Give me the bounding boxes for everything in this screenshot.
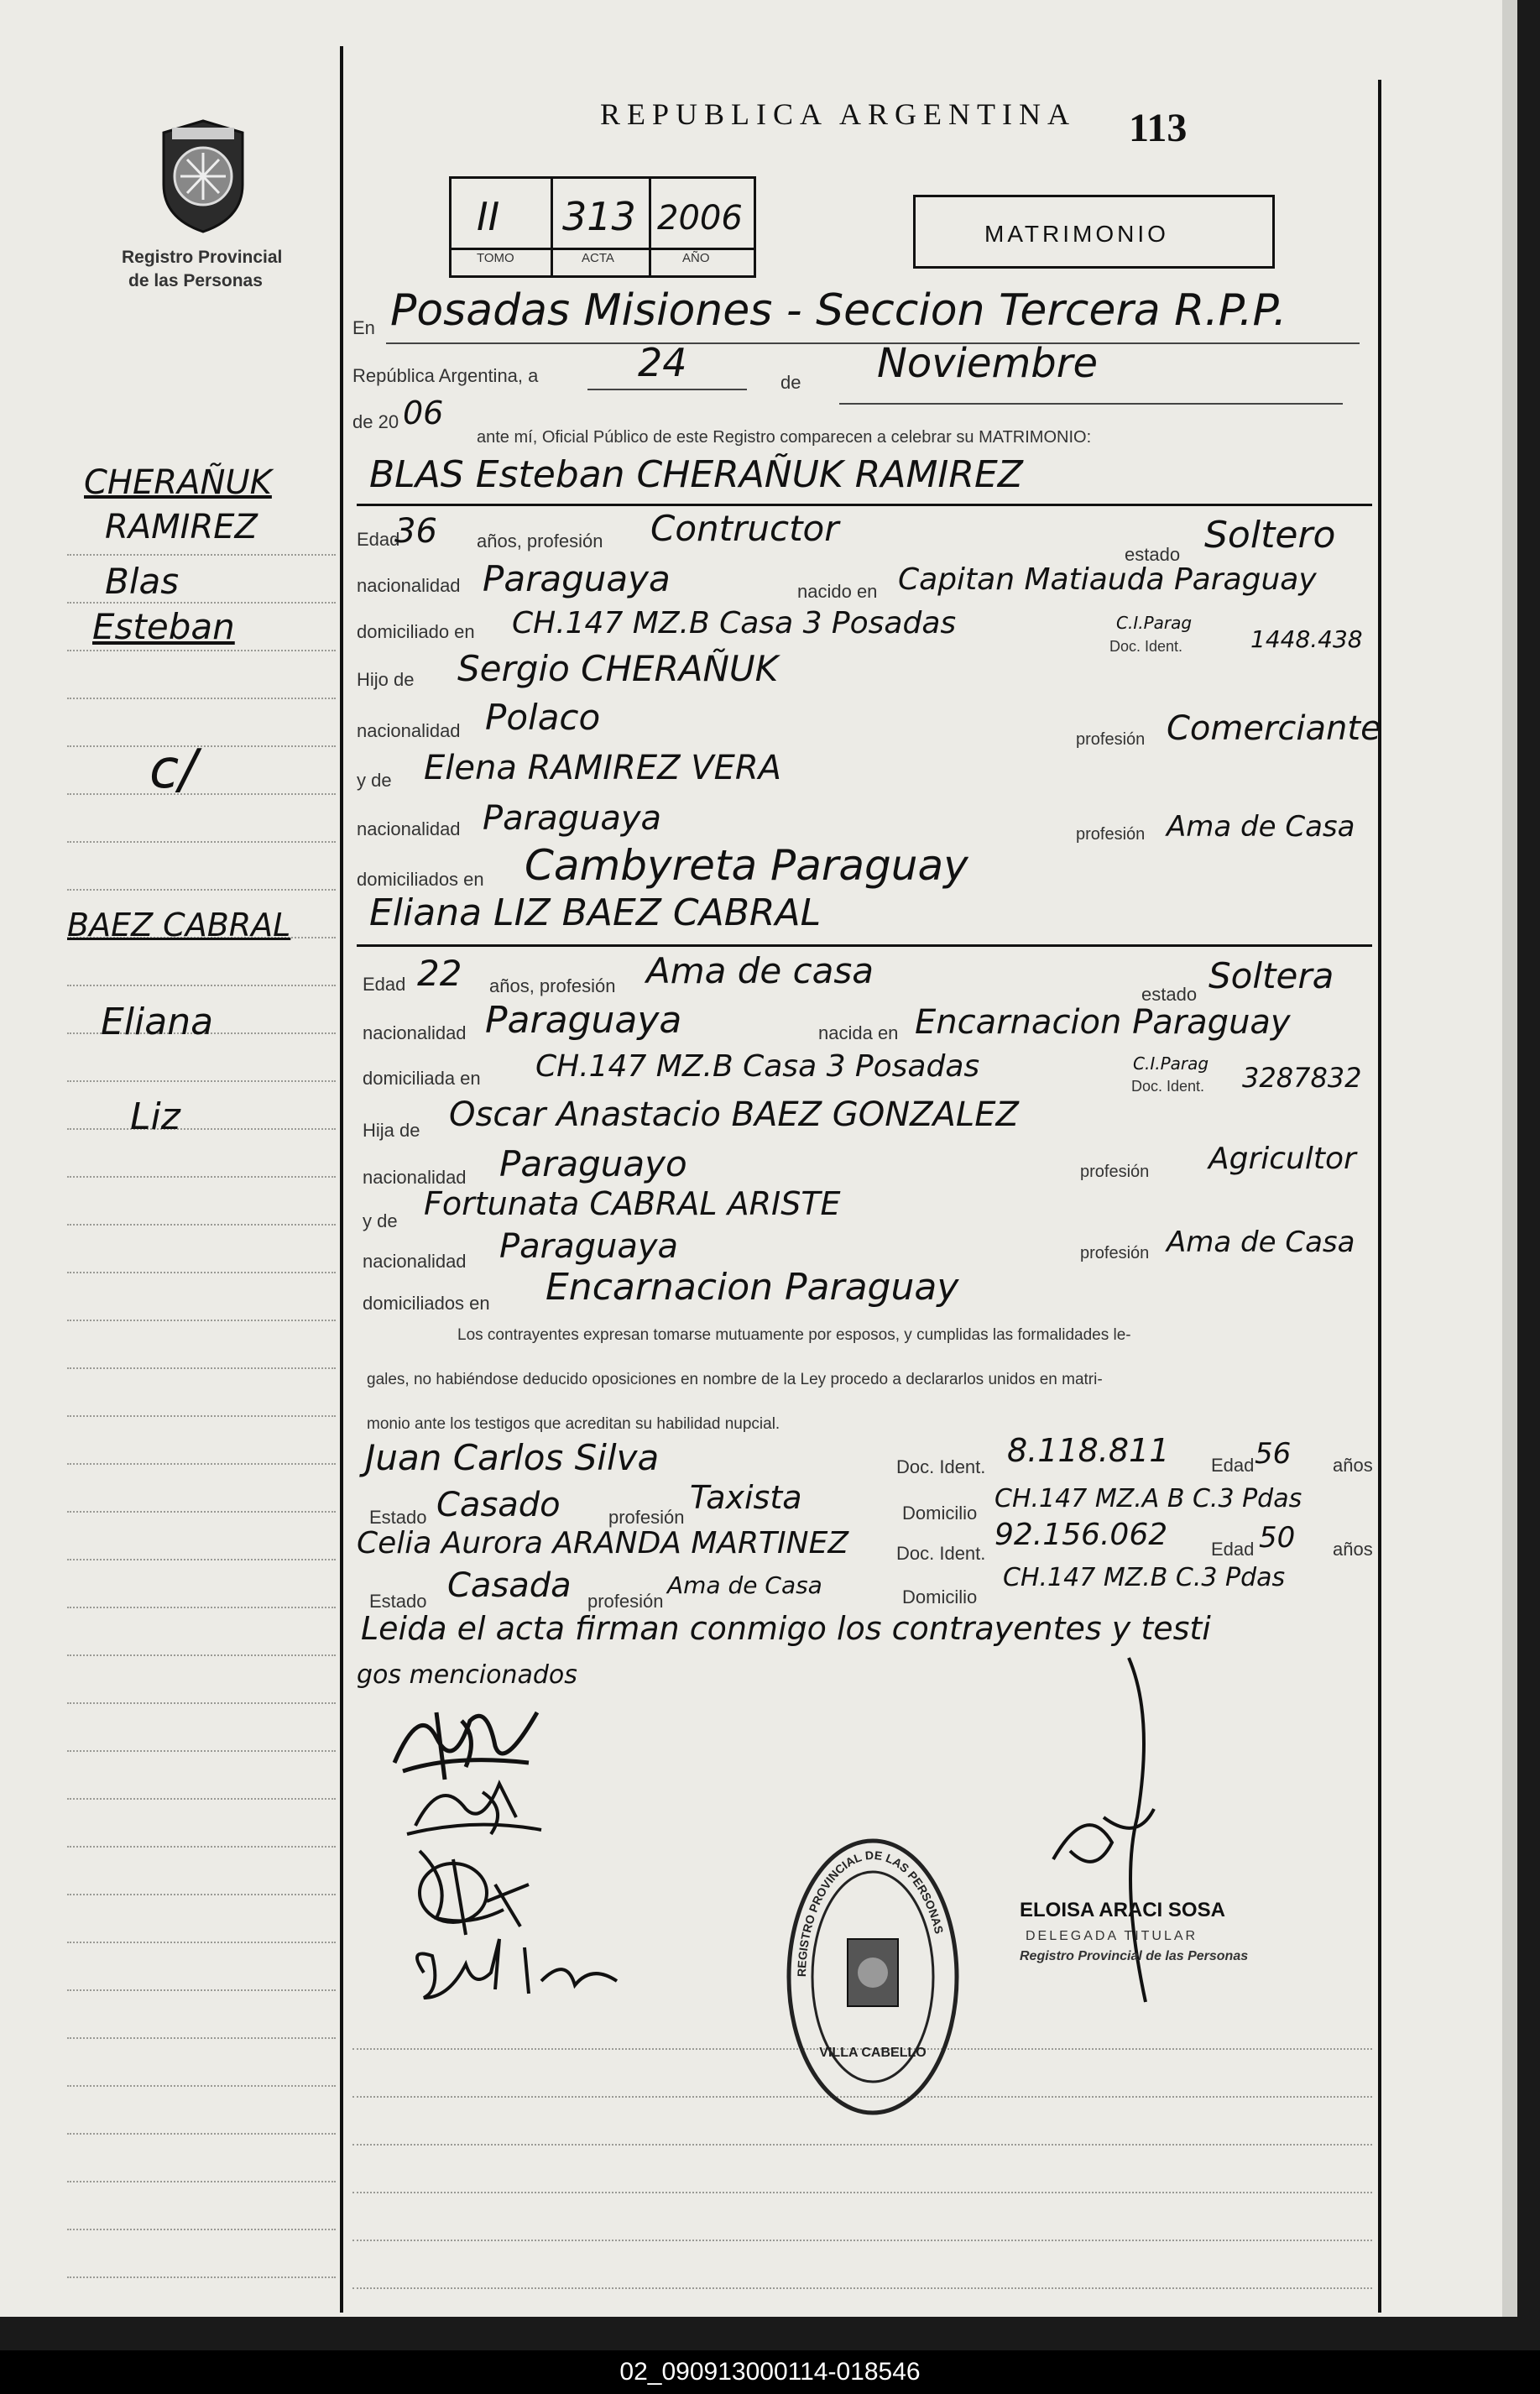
margin-ruled-line bbox=[67, 1320, 336, 1321]
margin-connector: c/ bbox=[149, 739, 197, 801]
margin-ruled-line bbox=[67, 1080, 336, 1082]
bride-mother-profession: Ama de Casa bbox=[1167, 1226, 1355, 1259]
bride-mother-prof-label: profesión bbox=[1080, 1244, 1150, 1262]
groom-doc-type: C.I.Parag bbox=[1116, 613, 1193, 633]
groom-name-rule bbox=[357, 504, 1372, 506]
bride-age: 22 bbox=[417, 953, 462, 994]
margin-ruled-line bbox=[67, 1750, 336, 1752]
witness2-status: Casada bbox=[447, 1566, 572, 1605]
margin-ruled-line bbox=[67, 554, 336, 556]
margin-ruled-line bbox=[67, 1367, 336, 1369]
witness2-age: 50 bbox=[1259, 1521, 1296, 1555]
document-type-label: MATRIMONIO bbox=[984, 221, 1169, 247]
margin-ruled-line bbox=[67, 1511, 336, 1513]
witness2-profession: Ama de Casa bbox=[667, 1571, 822, 1599]
witness1-profession: Taxista bbox=[690, 1479, 802, 1516]
groom-civil-status: Soltero bbox=[1204, 514, 1336, 557]
tomo-label: TOMO bbox=[477, 251, 514, 265]
groom-edad-label: Edad bbox=[357, 529, 400, 550]
place-value: Posadas Misiones - Seccion Tercera R.P.P. bbox=[390, 285, 1287, 336]
bride-parents-address: Encarnacion Paraguay bbox=[546, 1266, 959, 1309]
margin-ruled-line bbox=[67, 1654, 336, 1656]
bride-father-nationality: Paraguayo bbox=[499, 1143, 687, 1184]
groom-estado-label: estado bbox=[1125, 544, 1181, 565]
margin-ruled-line bbox=[67, 1224, 336, 1226]
place-underline bbox=[386, 342, 1360, 344]
bride-nac-label: nacionalidad bbox=[363, 1022, 467, 1043]
groom-profession: Contructor bbox=[650, 508, 839, 549]
margin-rule-left bbox=[340, 46, 343, 2313]
margin-rule-right bbox=[1378, 80, 1381, 2313]
intro-statement: ante mí, Oficial Público de este Registro comparecen a celebrar su MATRIMONIO: bbox=[477, 428, 1092, 447]
document-id-footer: 02_090913000114-018546 bbox=[0, 2350, 1540, 2394]
groom-age: 36 bbox=[394, 512, 437, 551]
margin-bride-given1: Eliana bbox=[101, 1001, 214, 1043]
groom-dom-label: domiciliado en bbox=[357, 621, 475, 642]
officer-title: DELEGADA TITULAR bbox=[1026, 1929, 1198, 1943]
margin-ruled-line bbox=[67, 2229, 336, 2230]
body-ruled-line bbox=[352, 2287, 1372, 2289]
groom-father-profession: Comerciante bbox=[1167, 709, 1381, 748]
witness1-age: 56 bbox=[1255, 1437, 1292, 1471]
groom-mother-nationality: Paraguaya bbox=[483, 799, 662, 838]
margin-ruled-line bbox=[67, 1798, 336, 1800]
margin-ruled-line bbox=[67, 1128, 336, 1130]
seal-center-text: VILLA CABELLO bbox=[819, 2046, 927, 2060]
witness2-prof-label: profesión bbox=[587, 1591, 664, 1612]
witness2-dom-label: Domicilio bbox=[902, 1586, 978, 1607]
margin-ruled-line bbox=[67, 2133, 336, 2135]
closing-line1: Leida el acta firman conmigo los contrayentes y testi bbox=[361, 1610, 1211, 1647]
margin-ruled-line bbox=[67, 698, 336, 699]
margin-ruled-line bbox=[67, 1702, 336, 1704]
republica-label: República Argentina, a bbox=[352, 365, 539, 386]
year-suffix: 06 bbox=[403, 395, 444, 431]
closing-line2: gos mencionados bbox=[357, 1660, 577, 1690]
witness1-address: CH.147 MZ.A B C.3 Pdas bbox=[994, 1484, 1302, 1513]
witness2-address: CH.147 MZ.B C.3 Pdas bbox=[1003, 1563, 1286, 1592]
margin-ruled-line bbox=[67, 1463, 336, 1465]
witness1-doc-label: Doc. Ident. bbox=[896, 1456, 986, 1477]
bride-anos-prof-label: años, profesión bbox=[489, 975, 616, 996]
margin-bride-given2: Liz bbox=[130, 1095, 180, 1138]
groom-nacido-label: nacido en bbox=[797, 581, 878, 602]
groom-mother-prof-label: profesión bbox=[1076, 825, 1146, 844]
bride-mother-nationality: Paraguaya bbox=[499, 1227, 679, 1266]
seal-ring-text: REGISTRO PROVINCIAL DE LAS PERSONAS bbox=[794, 1848, 947, 1978]
witness1-dom-label: Domicilio bbox=[902, 1503, 978, 1524]
day-underline bbox=[587, 389, 747, 390]
bride-edad-label: Edad bbox=[363, 974, 406, 995]
bride-father-prof-label: profesión bbox=[1080, 1163, 1150, 1181]
folio-number: 113 bbox=[1129, 106, 1188, 150]
groom-nationality: Paraguaya bbox=[483, 558, 671, 599]
acta-value: 313 bbox=[562, 194, 636, 239]
bride-name: Eliana LIZ BAEZ CABRAL bbox=[369, 891, 822, 934]
groom-father-nationality: Polaco bbox=[485, 697, 601, 738]
declaration-line1: Los contrayentes expresan tomarse mutuamente por esposos, y cumplidas las formalidades le- bbox=[457, 1326, 1131, 1344]
margin-groom-surname1: CHERAÑUK bbox=[84, 463, 272, 502]
witness2-doc-label: Doc. Ident. bbox=[896, 1543, 986, 1564]
witness2-signature bbox=[407, 1931, 642, 2006]
bride-mother: Fortunata CABRAL ARISTE bbox=[424, 1185, 841, 1222]
groom-parents-dom-label: domiciliados en bbox=[357, 869, 484, 890]
groom-father: Sergio CHERAÑUK bbox=[457, 648, 779, 689]
bride-hija-label: Hija de bbox=[363, 1120, 420, 1141]
bride-signature bbox=[399, 1767, 550, 1843]
margin-ruled-line bbox=[67, 1559, 336, 1560]
groom-birthplace: Capitan Matiauda Paraguay bbox=[898, 562, 1317, 597]
groom-father-prof-label: profesión bbox=[1076, 730, 1146, 749]
margin-ruled-line bbox=[67, 745, 336, 747]
witness2-edad-label: Edad bbox=[1211, 1539, 1255, 1560]
groom-doc-number: 1448.438 bbox=[1250, 625, 1363, 653]
groom-mother: Elena RAMIREZ VERA bbox=[424, 749, 782, 787]
margin-ruled-line bbox=[67, 1272, 336, 1273]
official-seal bbox=[785, 1834, 961, 2120]
day-value: 24 bbox=[638, 340, 687, 385]
margin-ruled-line bbox=[67, 841, 336, 843]
bride-father-nac-label: nacionalidad bbox=[363, 1167, 467, 1188]
margin-ruled-line bbox=[67, 650, 336, 651]
declaration-line3: monio ante los testigos que acreditan su habilidad nupcial. bbox=[367, 1415, 780, 1433]
groom-address: CH.147 MZ.B Casa 3 Posadas bbox=[512, 606, 957, 640]
acta-label: ACTA bbox=[582, 251, 614, 265]
bride-nationality: Paraguaya bbox=[485, 999, 682, 1042]
groom-nac-label: nacionalidad bbox=[357, 575, 461, 596]
bride-estado-label: estado bbox=[1141, 984, 1198, 1005]
bride-doc-number: 3287832 bbox=[1242, 1062, 1362, 1094]
bride-doc-type: C.I.Parag bbox=[1133, 1053, 1209, 1074]
groom-mother-nac-label: nacionalidad bbox=[357, 818, 461, 839]
witness2-doc: 92.156.062 bbox=[994, 1518, 1168, 1552]
officer-office: Registro Provincial de las Personas bbox=[1020, 1949, 1249, 1963]
year-prefix: de 20 bbox=[352, 411, 399, 432]
country-heading: REPUBLICA ARGENTINA bbox=[600, 97, 1077, 131]
witness1-status: Casado bbox=[436, 1486, 561, 1524]
registry-logo-icon bbox=[147, 118, 260, 235]
bride-parents-dom-label: domiciliados en bbox=[363, 1293, 490, 1314]
margin-ruled-line bbox=[67, 2085, 336, 2087]
margin-ruled-line bbox=[67, 889, 336, 891]
registry-name-line1: Registro Provincial bbox=[122, 248, 283, 267]
margin-ruled-line bbox=[67, 1942, 336, 1943]
witness2-anos-label: años bbox=[1333, 1539, 1373, 1560]
witness1-edad-label: Edad bbox=[1211, 1455, 1255, 1476]
month-underline bbox=[839, 403, 1343, 405]
document-type-box bbox=[913, 195, 1275, 269]
anio-label: AÑO bbox=[682, 251, 710, 265]
margin-ruled-line bbox=[67, 1607, 336, 1608]
bride-address: CH.147 MZ.B Casa 3 Posadas bbox=[535, 1049, 980, 1084]
margin-groom-given2: Esteban bbox=[92, 606, 235, 647]
witness2-name: Celia Aurora ARANDA MARTINEZ bbox=[357, 1526, 849, 1560]
witness1-name: Juan Carlos Silva bbox=[365, 1437, 660, 1478]
en-label: En bbox=[352, 317, 375, 338]
bride-dom-label: domiciliada en bbox=[363, 1068, 481, 1089]
bride-civil-status: Soltera bbox=[1209, 955, 1334, 996]
month-value: Noviembre bbox=[877, 340, 1099, 387]
margin-ruled-line bbox=[67, 1846, 336, 1848]
bride-name-rule bbox=[357, 944, 1372, 947]
witness1-prof-label: profesión bbox=[608, 1507, 685, 1528]
margin-bride-surname: BAEZ CABRAL bbox=[67, 907, 291, 943]
body-ruled-line bbox=[352, 2240, 1372, 2241]
margin-ruled-line bbox=[67, 2181, 336, 2182]
bride-doc-label: Doc. Ident. bbox=[1131, 1078, 1205, 1095]
groom-mother-profession: Ama de Casa bbox=[1167, 810, 1355, 844]
witness1-doc: 8.118.811 bbox=[1007, 1432, 1170, 1469]
groom-yde-label: y de bbox=[357, 770, 392, 791]
margin-groom-surname2: RAMIREZ bbox=[105, 508, 258, 546]
bride-profession: Ama de casa bbox=[646, 950, 874, 991]
bride-birthplace: Encarnacion Paraguay bbox=[915, 1003, 1291, 1042]
margin-ruled-line bbox=[67, 985, 336, 986]
bride-yde-label: y de bbox=[363, 1210, 398, 1231]
declaration-line2: gales, no habiéndose deducido oposiciones en nombre de la Ley procedo a declararlos unidos en matri- bbox=[367, 1371, 1103, 1388]
anio-value: 2006 bbox=[657, 199, 743, 238]
bride-father: Oscar Anastacio BAEZ GONZALEZ bbox=[449, 1095, 1019, 1134]
margin-ruled-line bbox=[67, 2037, 336, 2039]
registry-name-line2: de las Personas bbox=[128, 271, 263, 290]
bride-nacida-label: nacida en bbox=[818, 1022, 899, 1043]
bride-father-profession: Agricultor bbox=[1209, 1142, 1356, 1176]
groom-father-nac-label: nacionalidad bbox=[357, 720, 461, 741]
body-ruled-line bbox=[352, 2144, 1372, 2146]
margin-ruled-line bbox=[67, 1989, 336, 1991]
de-label: de bbox=[780, 372, 801, 393]
margin-ruled-line bbox=[67, 1415, 336, 1417]
margin-ruled-line bbox=[67, 602, 336, 604]
tomo-value: II bbox=[477, 194, 500, 239]
margin-groom-given1: Blas bbox=[105, 561, 180, 602]
registration-box bbox=[449, 176, 756, 278]
margin-ruled-line bbox=[67, 2276, 336, 2278]
witness1-estado-label: Estado bbox=[369, 1507, 427, 1528]
bride-mother-nac-label: nacionalidad bbox=[363, 1251, 467, 1272]
witness1-signature bbox=[403, 1834, 537, 1943]
margin-ruled-line bbox=[67, 1894, 336, 1895]
officer-name: ELOISA ARACI SOSA bbox=[1020, 1899, 1225, 1921]
groom-anos-prof-label: años, profesión bbox=[477, 531, 603, 551]
witness2-estado-label: Estado bbox=[369, 1591, 427, 1612]
margin-ruled-line bbox=[67, 793, 336, 795]
body-ruled-line bbox=[352, 2192, 1372, 2193]
margin-ruled-line bbox=[67, 1176, 336, 1178]
witness1-anos-label: años bbox=[1333, 1455, 1373, 1476]
groom-parents-address: Cambyreta Paraguay bbox=[525, 841, 968, 890]
groom-doc-label: Doc. Ident. bbox=[1109, 638, 1183, 655]
groom-name: BLAS Esteban CHERAÑUK RAMIREZ bbox=[369, 453, 1023, 496]
groom-hijo-label: Hijo de bbox=[357, 669, 415, 690]
